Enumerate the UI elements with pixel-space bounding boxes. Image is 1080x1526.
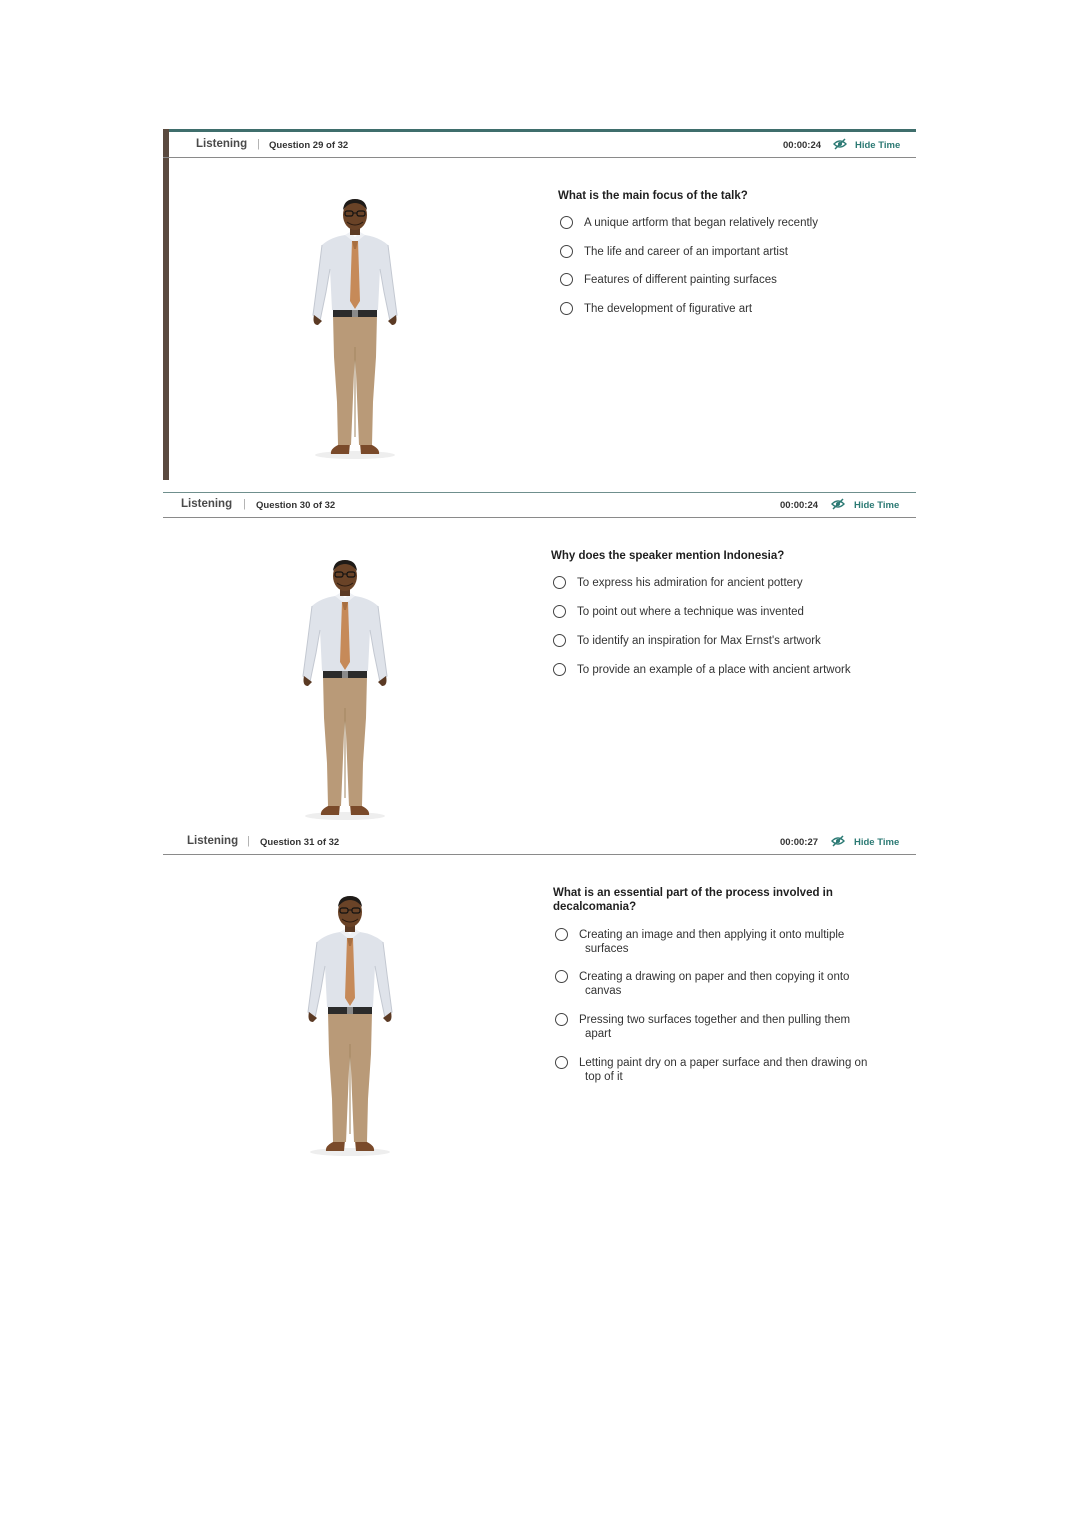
radio-button[interactable] bbox=[553, 605, 566, 618]
question-header bbox=[163, 133, 916, 158]
question-counter: Question 29 of 32 bbox=[269, 140, 349, 151]
question-panel-29 bbox=[163, 129, 916, 480]
option-label-line-1: Creating an image and then applying it onto multiple bbox=[579, 929, 845, 941]
timer: 00:00:27 bbox=[780, 837, 819, 848]
option-label bbox=[579, 970, 849, 998]
option-label-line-1: Letting paint dry on a paper surface and then drawing on bbox=[579, 1057, 868, 1069]
top-accent-rule bbox=[163, 129, 916, 132]
radio-button[interactable] bbox=[555, 1013, 568, 1026]
option-label-line-2: top of it bbox=[585, 1071, 623, 1083]
question-text-line-1: What is an essential part of the process involved in bbox=[553, 887, 833, 899]
eye-slash-icon[interactable] bbox=[831, 498, 845, 510]
section-title: Listening bbox=[181, 498, 233, 510]
radio-button[interactable] bbox=[555, 970, 568, 983]
header-separator: | bbox=[243, 498, 246, 510]
speaker-image bbox=[290, 558, 400, 820]
option-label-line-2: apart bbox=[585, 1028, 612, 1040]
section-title: Listening bbox=[187, 835, 239, 847]
header-separator: | bbox=[247, 835, 250, 847]
option-label bbox=[579, 1013, 850, 1041]
option-label-line-2: canvas bbox=[585, 985, 622, 997]
speaker-image bbox=[295, 894, 405, 1156]
eye-slash-icon[interactable] bbox=[831, 835, 845, 847]
option-label-line-1: Creating a drawing on paper and then copying it onto bbox=[579, 971, 850, 983]
option-label: A unique artform that began relatively recently bbox=[584, 217, 818, 229]
option-label-line-2: surfaces bbox=[585, 943, 629, 955]
section-title: Listening bbox=[196, 138, 248, 150]
hide-time-button[interactable]: Hide Time bbox=[855, 140, 901, 151]
question-text: What is the main focus of the talk? bbox=[558, 190, 748, 202]
radio-button[interactable] bbox=[553, 576, 566, 589]
timer: 00:00:24 bbox=[783, 140, 822, 151]
header-separator: | bbox=[257, 138, 260, 150]
option-label: Features of different painting surfaces bbox=[584, 274, 777, 286]
radio-button[interactable] bbox=[560, 216, 573, 229]
option-label: The development of figurative art bbox=[584, 303, 753, 315]
question-text-line-2: decalcomania? bbox=[553, 901, 637, 913]
radio-button[interactable] bbox=[555, 1056, 568, 1069]
option-label: The life and career of an important artist bbox=[584, 246, 788, 258]
timer: 00:00:24 bbox=[780, 500, 819, 511]
question-text: Why does the speaker mention Indonesia? bbox=[551, 550, 785, 562]
radio-button[interactable] bbox=[553, 634, 566, 647]
hide-time-button[interactable]: Hide Time bbox=[854, 500, 900, 511]
speaker-image bbox=[300, 197, 410, 459]
question-header bbox=[163, 830, 916, 855]
option-label: To provide an example of a place with ancient artwork bbox=[577, 664, 851, 676]
question-header bbox=[163, 493, 916, 518]
question-counter: Question 30 of 32 bbox=[256, 500, 336, 511]
option-label bbox=[579, 1056, 867, 1084]
radio-button[interactable] bbox=[560, 245, 573, 258]
option-label: To express his admiration for ancient pottery bbox=[577, 577, 803, 589]
option-label bbox=[579, 928, 844, 956]
question-panel-31 bbox=[163, 830, 916, 1170]
radio-button[interactable] bbox=[560, 302, 573, 315]
radio-button[interactable] bbox=[560, 273, 573, 286]
question-text bbox=[553, 886, 833, 914]
hide-time-button[interactable]: Hide Time bbox=[854, 837, 900, 848]
radio-button[interactable] bbox=[553, 663, 566, 676]
radio-button[interactable] bbox=[555, 928, 568, 941]
eye-slash-icon[interactable] bbox=[833, 138, 847, 150]
question-counter: Question 31 of 32 bbox=[260, 837, 340, 848]
question-panel-30 bbox=[163, 492, 916, 828]
option-label: To point out where a technique was invented bbox=[577, 606, 804, 618]
option-label-line-1: Pressing two surfaces together and then pulling them bbox=[579, 1014, 851, 1026]
left-side-bar bbox=[163, 129, 169, 480]
option-label: To identify an inspiration for Max Ernst's artwork bbox=[577, 635, 821, 647]
